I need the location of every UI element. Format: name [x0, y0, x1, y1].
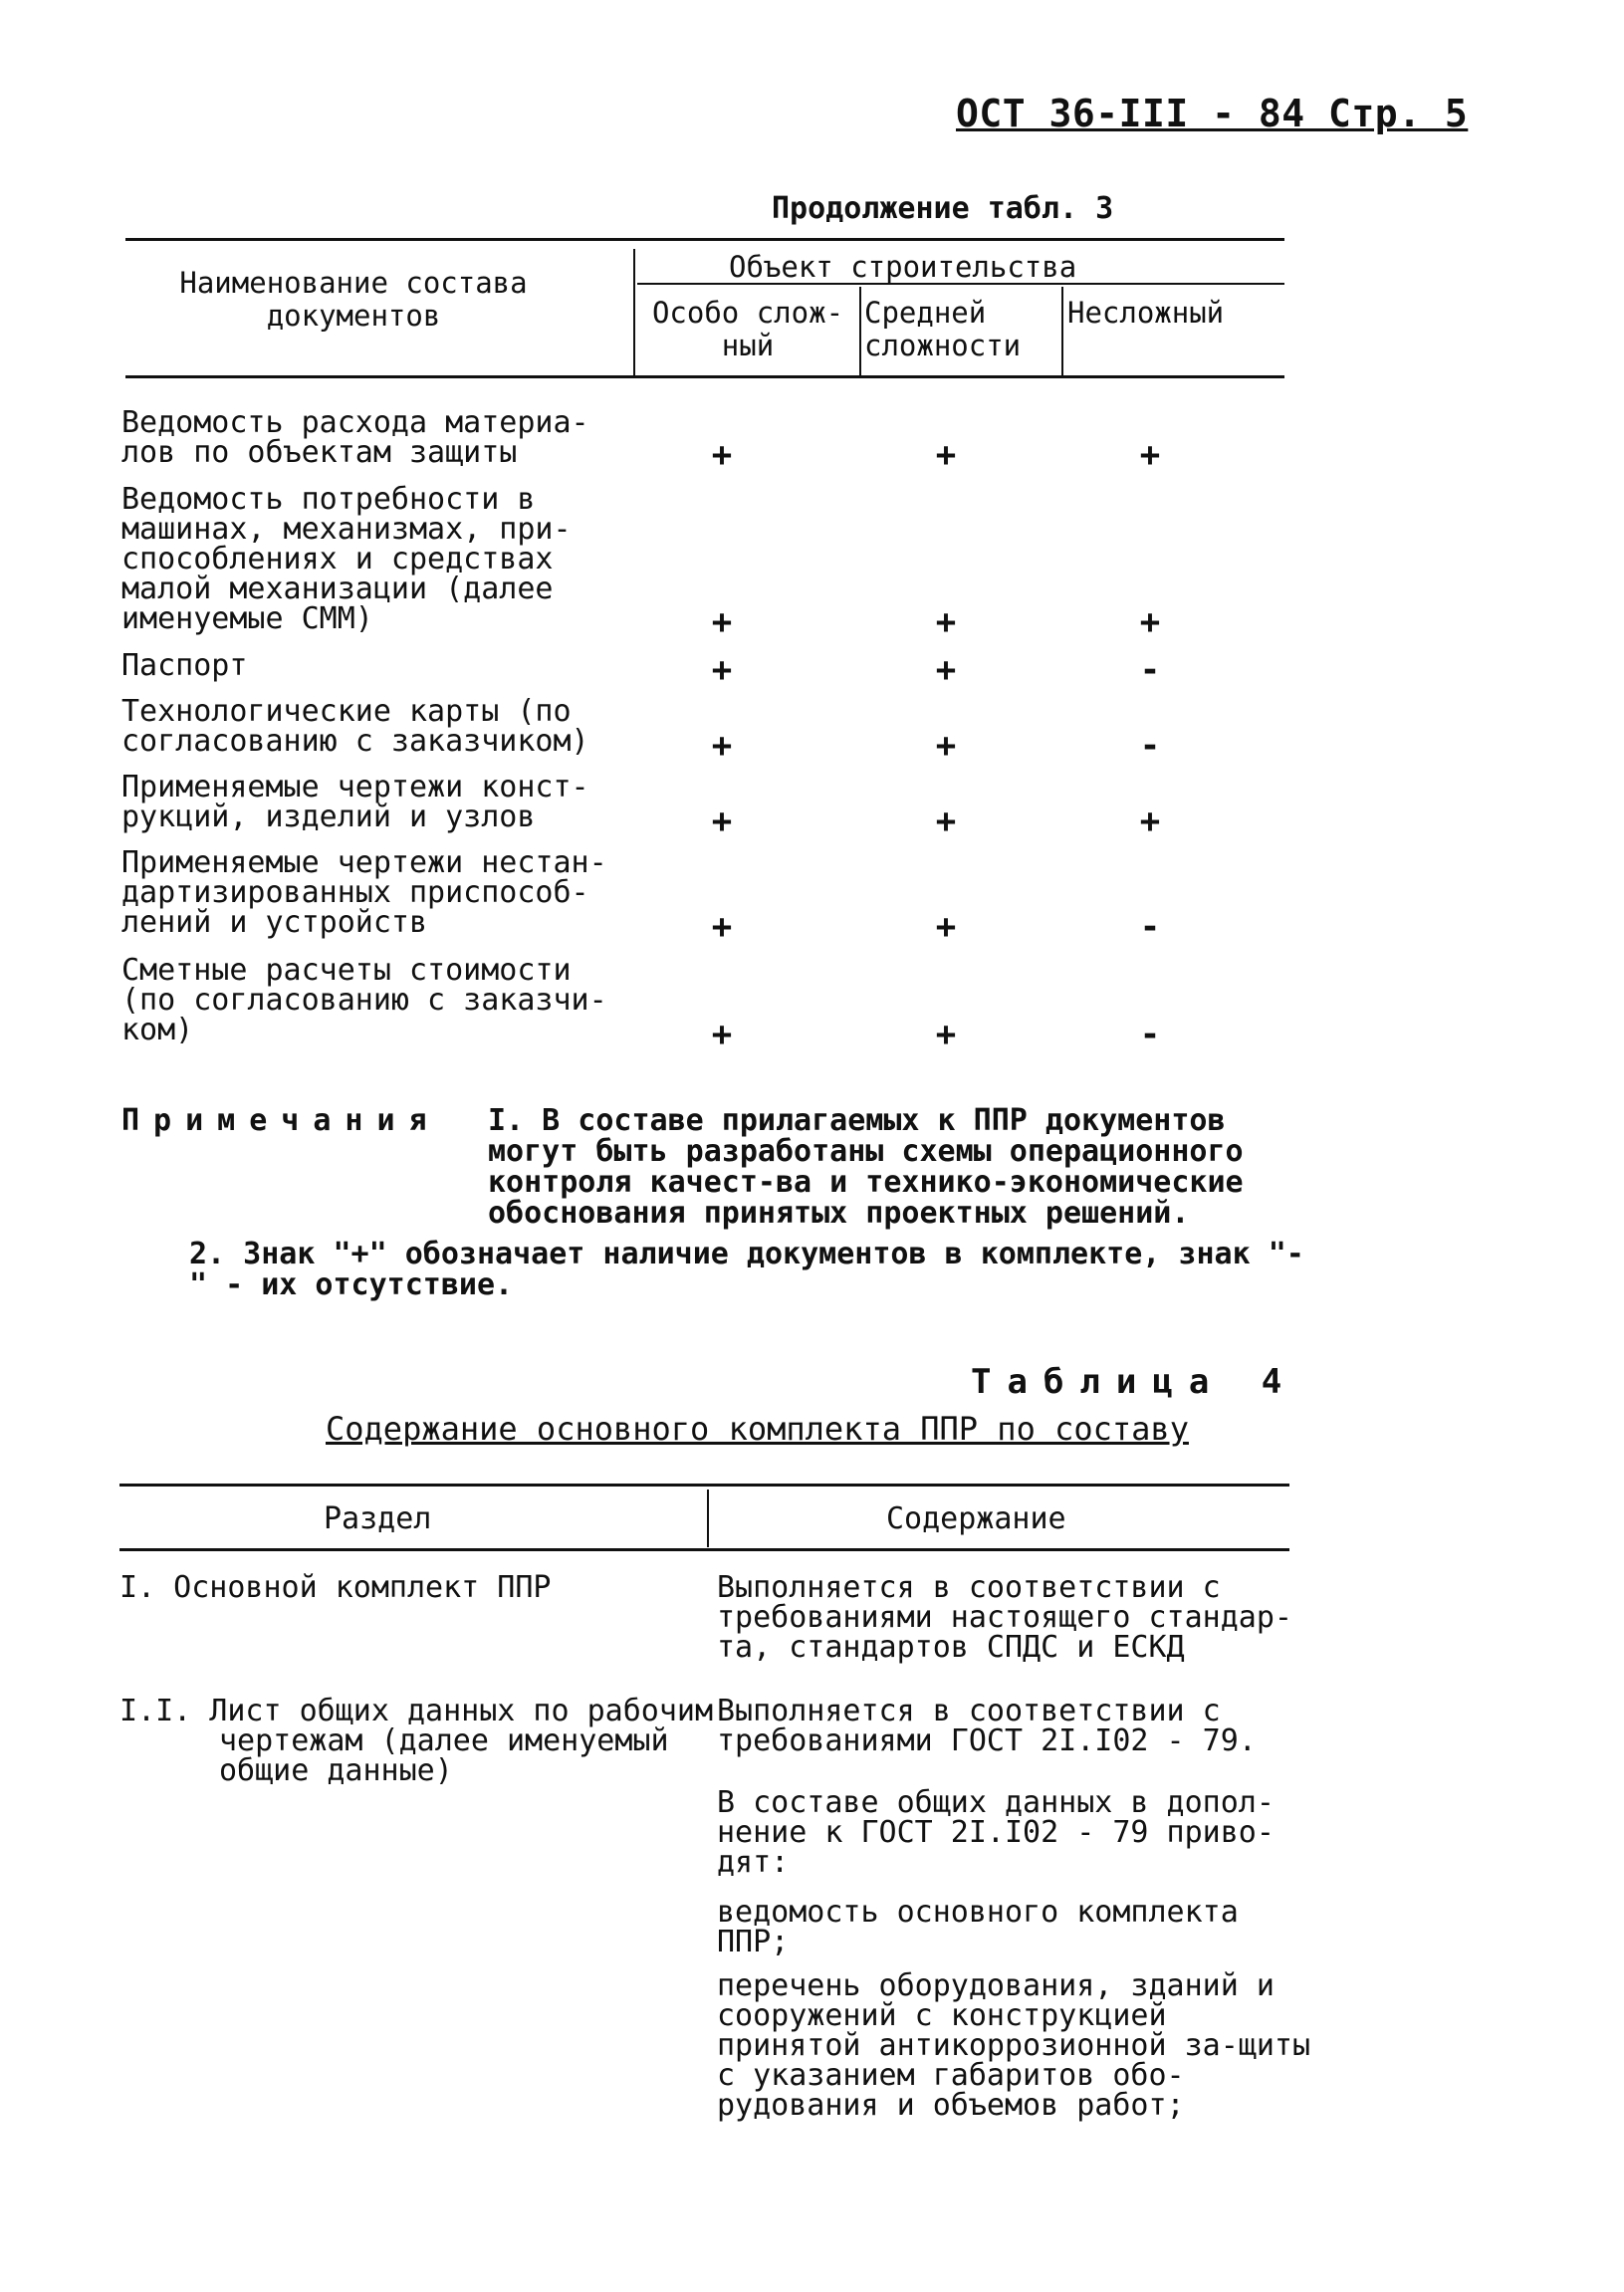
table3-top-rule [125, 238, 1284, 241]
table4-content: перечень оборудования, зданий и сооружений с конструкцией принятой антикоррозионной за-щиты с указанием габаритов обо-рудования и объемов работ; [717, 1968, 1311, 2123]
table3-mark: - [1139, 1015, 1161, 1054]
table3-caption: Продолжение табл. 3 [772, 191, 1114, 226]
table3-mark: - [1139, 650, 1161, 690]
table3-mark: - [1139, 907, 1161, 947]
table4-content: ведомость основного комплекта ППР; [717, 1895, 1239, 1959]
table3-mark: - [1139, 726, 1161, 766]
table4-content: Выполняется в соответствии с требованиями ГОСТ 2I.I02 - 79. [717, 1694, 1257, 1758]
table4-section: I. Основной комплект ППР [119, 1570, 552, 1605]
table3-row-name: Технологические карты (по согласованию с заказчиком) [121, 694, 589, 759]
table3-col-header-1: Особо слож-ный [651, 296, 844, 362]
table3-row-name: Сметные расчеты стоимости (по согласованию с заказчи-ком) [121, 953, 607, 1047]
table3-mark: + [711, 602, 733, 642]
table4-content: В составе общих данных в допол-нение к ГОСТ 2I.I02 - 79 приво-дят: [717, 1785, 1275, 1880]
table3-mark: + [711, 726, 733, 766]
table4-header-bottom-rule [119, 1548, 1289, 1551]
table3-mark: + [935, 1015, 957, 1054]
table3-name-header: Наименование состава документов [179, 266, 528, 333]
table3-divider-2 [859, 287, 861, 376]
table3-mark: + [711, 435, 733, 475]
table4-title: Таблица 4 [971, 1362, 1298, 1402]
table3-row-name: Применяемые чертежи конст-рукций, изделий и узлов [121, 770, 589, 834]
table3-mark: + [1139, 435, 1161, 475]
table3-mark: + [935, 650, 957, 690]
table3-mark: + [1139, 602, 1161, 642]
table4-col-header-content: Содержание [886, 1501, 1066, 1536]
table3-row-name: Ведомость потребности в машинах, механизмах, при-способлениях и средствах малой механизации (далее именуемые СММ) [121, 482, 572, 636]
table3-divider-3 [1061, 287, 1063, 376]
table4-content: Выполняется в соответствии с требованиями настоящего стандар-та, стандартов СПДС и ЕСКД [717, 1570, 1292, 1665]
table3-mark: + [711, 907, 733, 947]
table4-caption: Содержание основного комплекта ППР по составу [326, 1410, 1189, 1448]
table3-row-name: Ведомость расхода материа-лов по объектам защиты [121, 405, 589, 470]
table3-group-header: Объект строительства [729, 250, 1077, 284]
table3-mark: + [711, 650, 733, 690]
table3-header-bottom-rule [125, 375, 1284, 378]
table4-col-header-section: Раздел [324, 1501, 432, 1536]
table3-row-name: Применяемые чертежи нестан-дартизированных приспособ-лений и устройств [121, 845, 607, 940]
table3-mark: + [935, 802, 957, 841]
note-2: 2. Знак "+" обозначает наличие документов в комплекте, знак "-" - их отсутствие. [189, 1237, 1304, 1302]
table3-mark: + [711, 1015, 733, 1054]
table3-row-name: Паспорт [121, 648, 248, 683]
table4-top-rule [119, 1484, 1289, 1487]
table3-mark: + [935, 726, 957, 766]
notes-label: Примечания [121, 1103, 441, 1138]
table4-header-divider [707, 1490, 709, 1547]
note-1: I. В составе прилагаемых к ППР документов могут быть разработаны схемы операционного контроля качест-ва и технико-экономические обоснования принятых проектных решений. [488, 1103, 1244, 1231]
table3-mark: + [711, 802, 733, 841]
page-header: ОСТ 36-III - 84 Стр. 5 [956, 92, 1469, 135]
table3-col-header-2: Средней сложности [864, 296, 1022, 362]
table3-divider-1 [633, 249, 635, 376]
table3-mark: + [935, 907, 957, 947]
table3-col-header-3: Несложный [1067, 296, 1225, 330]
table3-mark: + [1139, 802, 1161, 841]
table4-section: I.I. Лист общих данных по рабочим чертежам (далее именуемый общие данные) [119, 1694, 714, 1788]
table3-mark: + [935, 602, 957, 642]
table3-mark: + [935, 435, 957, 475]
